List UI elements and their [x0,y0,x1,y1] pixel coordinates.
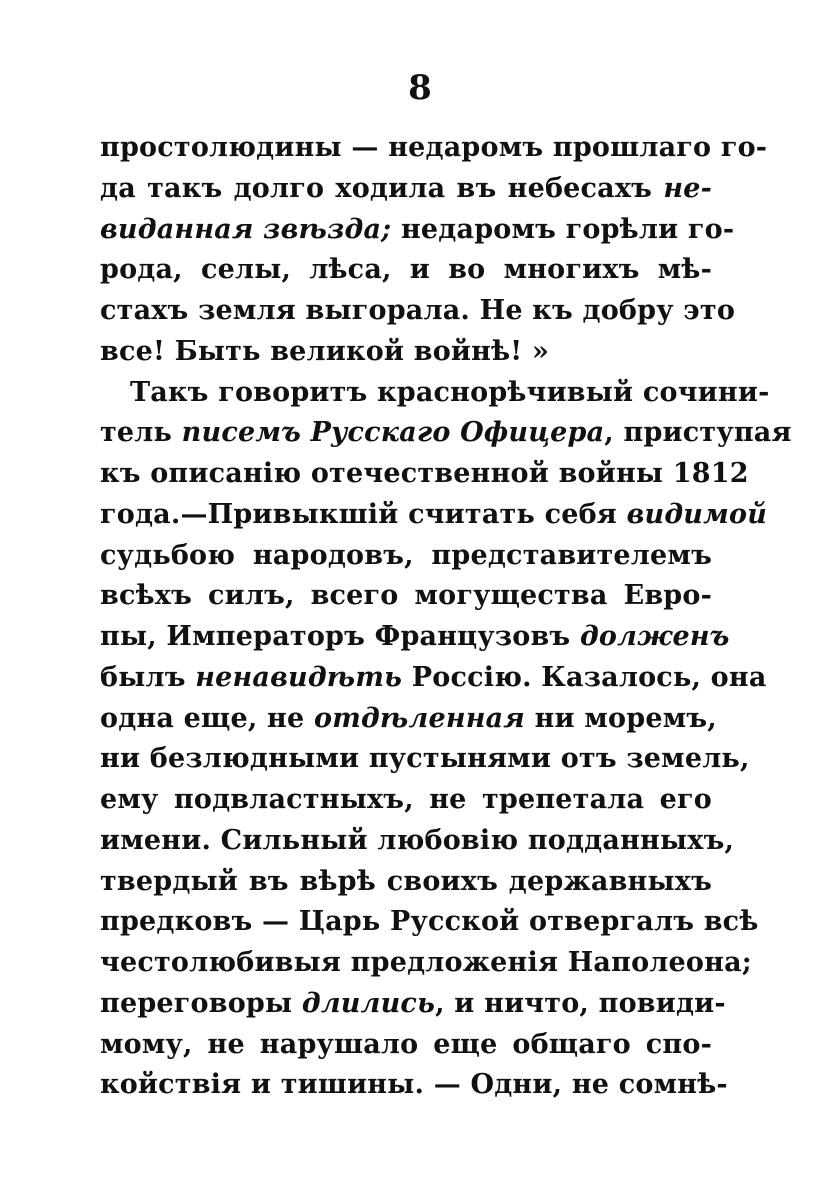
text-line [100,658,767,699]
text-segment: мому, не нарушало еще общаго спо- [100,1028,712,1060]
text-segment: ни моремъ, [524,702,717,734]
text-segment: ни безлюдными пустынями отъ земель, [100,743,750,775]
text-segment: былъ [100,661,196,693]
text-segment: имени. Сильный любовію подданныхъ, [100,824,735,856]
text-line [100,291,736,332]
text-line [100,1065,728,1106]
text-segment: да такъ долго ходила въ небесахъ [100,172,664,204]
text-segment: стахъ земля выгорала. Не къ добру это [100,295,736,326]
text-line [100,984,726,1025]
text-line [100,943,752,984]
text-line [100,454,749,495]
text-segment: тель [100,417,182,449]
italic-text: видимой [626,498,768,530]
text-line [100,902,759,943]
text-line [100,699,717,740]
text-line [100,210,735,251]
italic-text: отдѣленная [313,702,525,734]
text-segment: ему подвластныхъ, не трепетала его [100,784,712,815]
italic-text: писемъ Русскаго Офицера [181,417,605,449]
body-text [100,128,792,1106]
text-segment: всѣхъ силъ, всего могущества Евро- [100,580,712,612]
text-line [100,821,735,862]
text-line [100,617,730,658]
page-number: 8 [408,68,432,108]
text-segment: года.—Привыкшій считать себя [100,498,627,530]
text-segment: Россію. Казалось, она [402,661,767,693]
text-segment: все! Быть великой войнѣ! » [100,335,550,367]
text-segment: рода, селы, лѣса, и во многихъ мѣ- [100,254,712,286]
text-segment: , и ничто, повиди- [435,987,726,1019]
text-segment: судьбою народовъ, представителемъ [100,539,712,571]
italic-text: виданная звѣзда; [100,213,392,245]
text-line [100,373,770,414]
text-line [100,739,750,780]
text-segment: къ описанію отечественной войны 1812 [100,458,749,489]
text-line [100,1025,712,1066]
text-segment: недаромъ горѣли го- [391,213,735,245]
italic-text: длились [301,987,436,1019]
text-line [100,495,768,536]
text-segment: койствія и тишины. — Одни, не сомнѣ- [100,1069,728,1101]
text-line [100,576,712,617]
text-segment: честолюбивыя предложенія Наполеона; [100,947,752,978]
text-line [100,862,712,903]
text-segment: простолюдины — недаромъ прошлаго го- [100,132,768,163]
italic-text: ненавидѣть [195,661,403,693]
text-line [100,128,768,169]
text-segment: одна еще, не [100,702,314,734]
italic-text: долженъ [579,621,730,652]
text-line [100,169,712,210]
text-line [100,536,712,577]
text-line [100,780,712,821]
text-line [100,413,792,454]
text-segment: Такъ говоритъ краснорѣчивый сочини- [130,376,770,408]
text-line [100,250,712,291]
text-segment: , приступая [604,417,792,449]
text-segment: переговоры [100,987,302,1019]
text-segment: твердый въ вѣрѣ своихъ державныхъ [100,865,712,897]
text-line [100,332,712,373]
text-segment: пы, Императоръ Французовъ [100,621,580,652]
text-segment: предковъ — Царь Русской отвергалъ всѣ [100,906,759,938]
italic-text: не- [663,172,712,204]
